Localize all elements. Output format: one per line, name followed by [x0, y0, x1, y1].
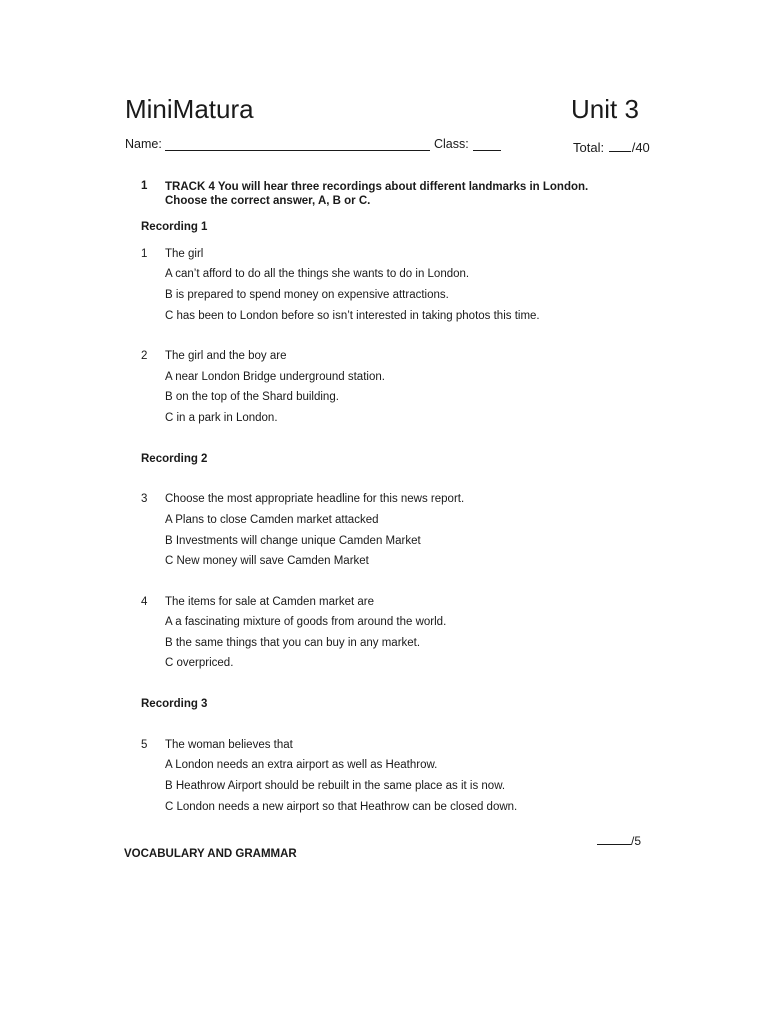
total-field [573, 140, 650, 155]
section-heading-recording-3: Recording 3 [141, 698, 208, 710]
question-number: 2 [141, 350, 148, 362]
total-label: Total: [573, 140, 605, 155]
question-number: 3 [141, 493, 148, 505]
page-title: MiniMatura [125, 94, 254, 124]
total-suffix: /40 [631, 140, 650, 155]
total-blank[interactable] [609, 141, 631, 152]
question-number: 4 [141, 596, 148, 608]
answer-option[interactable]: C has been to London before so isn’t interested in taking photos this time. [165, 310, 540, 322]
answer-option[interactable]: A can’t afford to do all the things she wants to do in London. [165, 268, 470, 280]
question-stem: The woman believes that [165, 739, 293, 751]
class-label: Class: [434, 137, 469, 151]
score-suffix: /5 [631, 834, 642, 848]
question-number: 1 [141, 248, 148, 260]
task-instruction: TRACK 4 You will hear three recordings about different landmarks in London. Choose the correct answer, A, B or C. [165, 181, 589, 207]
answer-option[interactable]: B Heathrow Airport should be rebuilt in the same place as it is now. [165, 780, 506, 792]
answer-option[interactable]: C London needs a new airport so that Heathrow can be closed down. [165, 801, 518, 813]
section-heading-recording-2: Recording 2 [141, 453, 208, 465]
answer-option[interactable]: A London needs an extra airport as well as Heathrow. [165, 759, 438, 771]
next-section-heading: VOCABULARY AND GRAMMAR [124, 848, 297, 860]
name-label: Name: [125, 137, 162, 151]
question-number: 5 [141, 739, 148, 751]
question-stem: The girl [165, 248, 204, 260]
task-number: 1 [141, 180, 148, 192]
section-heading-recording-1: Recording 1 [141, 221, 208, 233]
unit-label: Unit 3 [571, 94, 639, 124]
class-blank[interactable] [473, 150, 501, 151]
question-stem: The items for sale at Camden market are [165, 596, 374, 608]
answer-option[interactable]: B the same things that you can buy in any market. [165, 637, 421, 649]
section-score [597, 834, 641, 848]
score-blank[interactable] [597, 834, 631, 845]
answer-option[interactable]: C New money will save Camden Market [165, 555, 369, 567]
question-stem: The girl and the boy are [165, 350, 287, 362]
answer-option[interactable]: B is prepared to spend money on expensive attractions. [165, 289, 449, 301]
answer-option[interactable]: A a fascinating mixture of goods from around the world. [165, 616, 447, 628]
answer-option[interactable]: A Plans to close Camden market attacked [165, 514, 379, 526]
answer-option[interactable]: A near London Bridge underground station. [165, 371, 385, 383]
answer-option[interactable]: B Investments will change unique Camden Market [165, 535, 421, 547]
answer-option[interactable]: C in a park in London. [165, 412, 278, 424]
name-blank[interactable] [165, 150, 430, 151]
answer-option[interactable]: C overpriced. [165, 657, 234, 669]
question-stem: Choose the most appropriate headline for this news report. [165, 493, 465, 505]
answer-option[interactable]: B on the top of the Shard building. [165, 391, 339, 403]
